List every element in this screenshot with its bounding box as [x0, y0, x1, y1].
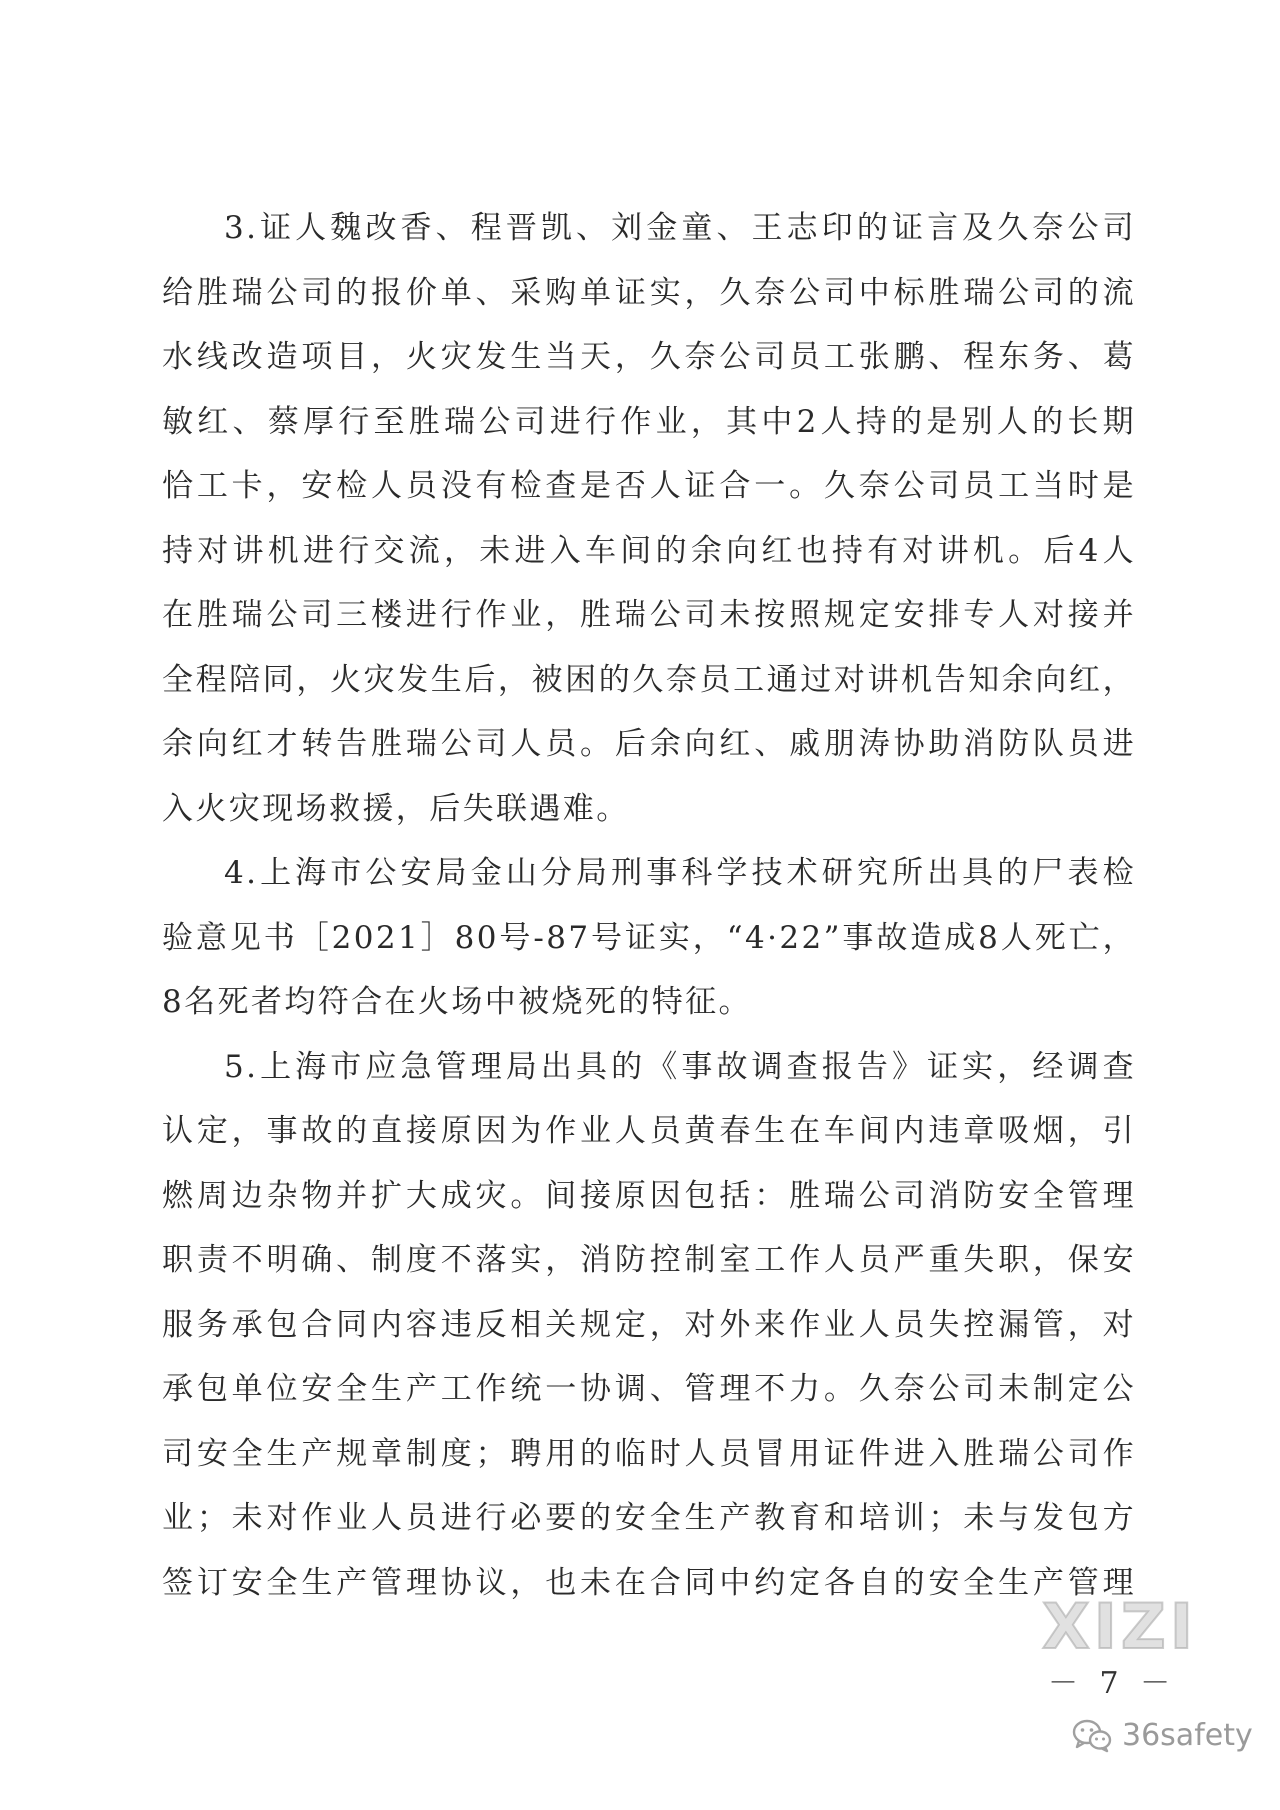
text-line: 持对讲机进行交流，未进入车间的余向红也持有对讲机。后4人 [162, 532, 1136, 569]
text-line: 水线改造项目，火灾发生当天，久奈公司员工张鹏、程东务、葛 [162, 339, 1136, 375]
text-line: 8名死者均符合在火场中被烧死的特征。 [162, 984, 752, 1020]
text-line: 承包单位安全生产工作统一协调、管理不力。久奈公司未制定公 [162, 1371, 1136, 1407]
paragraph-3 [162, 196, 1136, 841]
text-line: 司安全生产规章制度；聘用的临时人员冒用证件进入胜瑞公司作 [162, 1435, 1136, 1472]
text-line: 给胜瑞公司的报价单、采购单证实，久奈公司中标胜瑞公司的流 [162, 274, 1136, 311]
text-line: 全程陪同，火灾发生后，被困的久奈员工通过对讲机告知余向红， [162, 661, 1136, 698]
text-line: 恰工卡，安检人员没有检查是否人证合一。久奈公司员工当时是 [162, 468, 1136, 504]
wechat-watermark [1072, 1718, 1253, 1753]
text-line: 4.上海市公安局金山分局刑事科学技术研究所出具的尸表检 [224, 855, 1136, 891]
text-line: 验意见书［2021］80号-87号证实，“4·22”事故造成8人死亡， [162, 919, 1136, 956]
text-line: 入火灾现场救援，后失联遇难。 [162, 790, 630, 827]
page-number: － 7 － [1048, 1666, 1177, 1701]
text-line: 业；未对作业人员进行必要的安全生产教育和培训；未与发包方 [162, 1500, 1136, 1536]
text-line: 5.上海市应急管理局出具的《事故调查报告》证实，经调查 [224, 1048, 1136, 1085]
text-line: 余向红才转告胜瑞公司人员。后余向红、戚朋涛协助消防队员进 [162, 726, 1136, 762]
text-line: 职责不明确、制度不落实，消防控制室工作人员严重失职，保安 [162, 1242, 1136, 1278]
document-body [162, 196, 1136, 1615]
text-line: 认定，事故的直接原因为作业人员黄春生在车间内违章吸烟，引 [162, 1113, 1136, 1149]
paragraph-5 [162, 1035, 1136, 1616]
site-watermark: XIZI [1042, 1590, 1197, 1663]
wechat-account-name: 36safety [1122, 1718, 1253, 1753]
text-line: 敏红、蔡厚行至胜瑞公司进行作业，其中2人持的是别人的长期 [162, 403, 1136, 440]
text-line: 燃周边杂物并扩大成灾。间接原因包括：胜瑞公司消防安全管理 [162, 1177, 1136, 1214]
text-line: 签订安全生产管理协议，也未在合同中约定各自的安全生产管理 [162, 1564, 1136, 1601]
text-line: 在胜瑞公司三楼进行作业，胜瑞公司未按照规定安排专人对接并 [162, 597, 1136, 633]
wechat-icon [1072, 1719, 1112, 1753]
text-line: 服务承包合同内容违反相关规定，对外来作业人员失控漏管，对 [162, 1306, 1136, 1343]
paragraph-4 [162, 841, 1136, 1035]
text-line: 3.证人魏改香、程晋凯、刘金童、王志印的证言及久奈公司 [224, 210, 1136, 246]
